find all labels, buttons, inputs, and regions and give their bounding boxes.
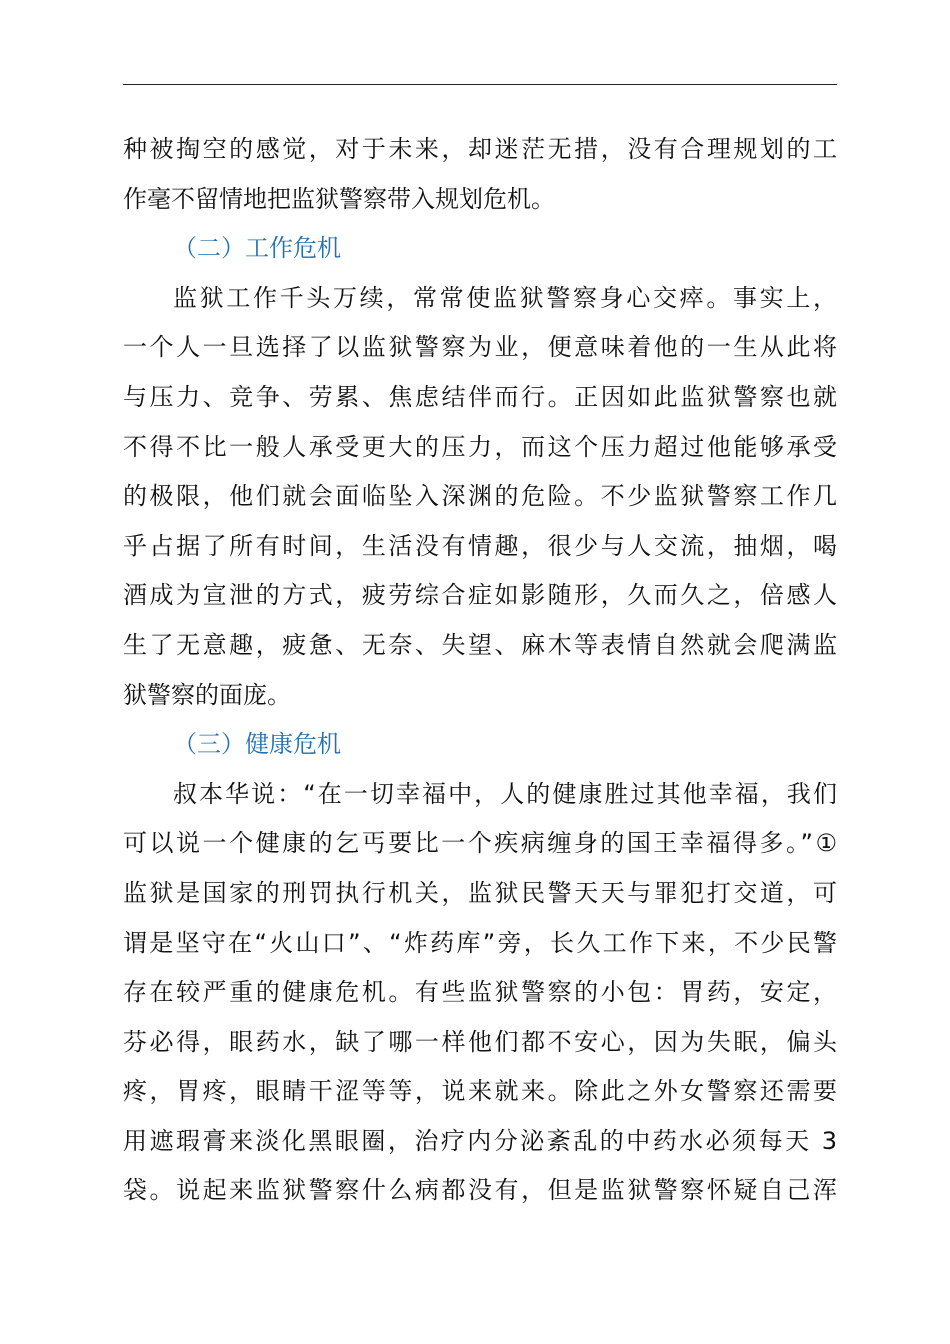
text-line: 监狱工作千头万续，常常使监狱警察身心交瘁。事实上， — [173, 283, 837, 312]
text-line: 生了无意趣，疲惫、无奈、失望、麻木等表情自然就会爬满监 — [123, 630, 837, 659]
text-line: 谓是坚守在“火山口”、“炸药库”旁，长久工作下来，不少民警 — [123, 928, 837, 957]
text-line: 袋。说起来监狱警察什么病都没有，但是监狱警察怀疑自己浑 — [123, 1176, 837, 1205]
text-line: 用遮瑕膏来淡化黑眼圈，治疗内分泌紊乱的中药水必须每天 3 — [123, 1126, 837, 1155]
text-line: 芬必得，眼药水，缺了哪一样他们都不安心，因为失眠，偏头 — [123, 1027, 837, 1056]
text-line: 一个人一旦选择了以监狱警察为业，便意味着他的一生从此将 — [123, 333, 837, 362]
text-line: 监狱是国家的刑罚执行机关，监狱民警天天与罪犯打交道，可 — [123, 878, 837, 907]
text-line: 乎占据了所有时间，生活没有情趣，很少与人交流，抽烟，喝 — [123, 531, 837, 560]
section-heading-work-crisis: （二）工作危机 — [173, 234, 341, 263]
text-line: 的极限，他们就会面临坠入深渊的危险。不少监狱警察工作几 — [123, 482, 837, 511]
text-line: 狱警察的面庞。 — [123, 680, 291, 709]
header-rule — [123, 84, 837, 85]
text-line: 疼，胃疼，眼睛干涩等等，说来就来。除此之外女警察还需要 — [123, 1077, 837, 1106]
text-line: 不得不比一般人承受更大的压力，而这个压力超过他能够承受 — [123, 432, 837, 461]
text-line: 存在较严重的健康危机。有些监狱警察的小包：胃药，安定， — [123, 978, 837, 1007]
section-heading-health-crisis: （三）健康危机 — [173, 730, 341, 759]
document-body — [123, 125, 837, 1216]
text-line: 酒成为宣泄的方式，疲劳综合症如影随形，久而久之，倍感人 — [123, 581, 837, 610]
text-line: 可以说一个健康的乞丐要比一个疾病缠身的国王幸福得多。”① — [123, 829, 837, 858]
text-line: 作毫不留情地把监狱警察带入规划危机。 — [123, 184, 555, 213]
text-line: 与压力、竞争、劳累、焦虑结伴而行。正因如此监狱警察也就 — [123, 382, 837, 411]
text-line: 种被掏空的感觉，对于未来，却迷茫无措，没有合理规划的工 — [123, 135, 837, 163]
text-line: 叔本华说：“在一切幸福中，人的健康胜过其他幸福，我们 — [173, 779, 837, 808]
